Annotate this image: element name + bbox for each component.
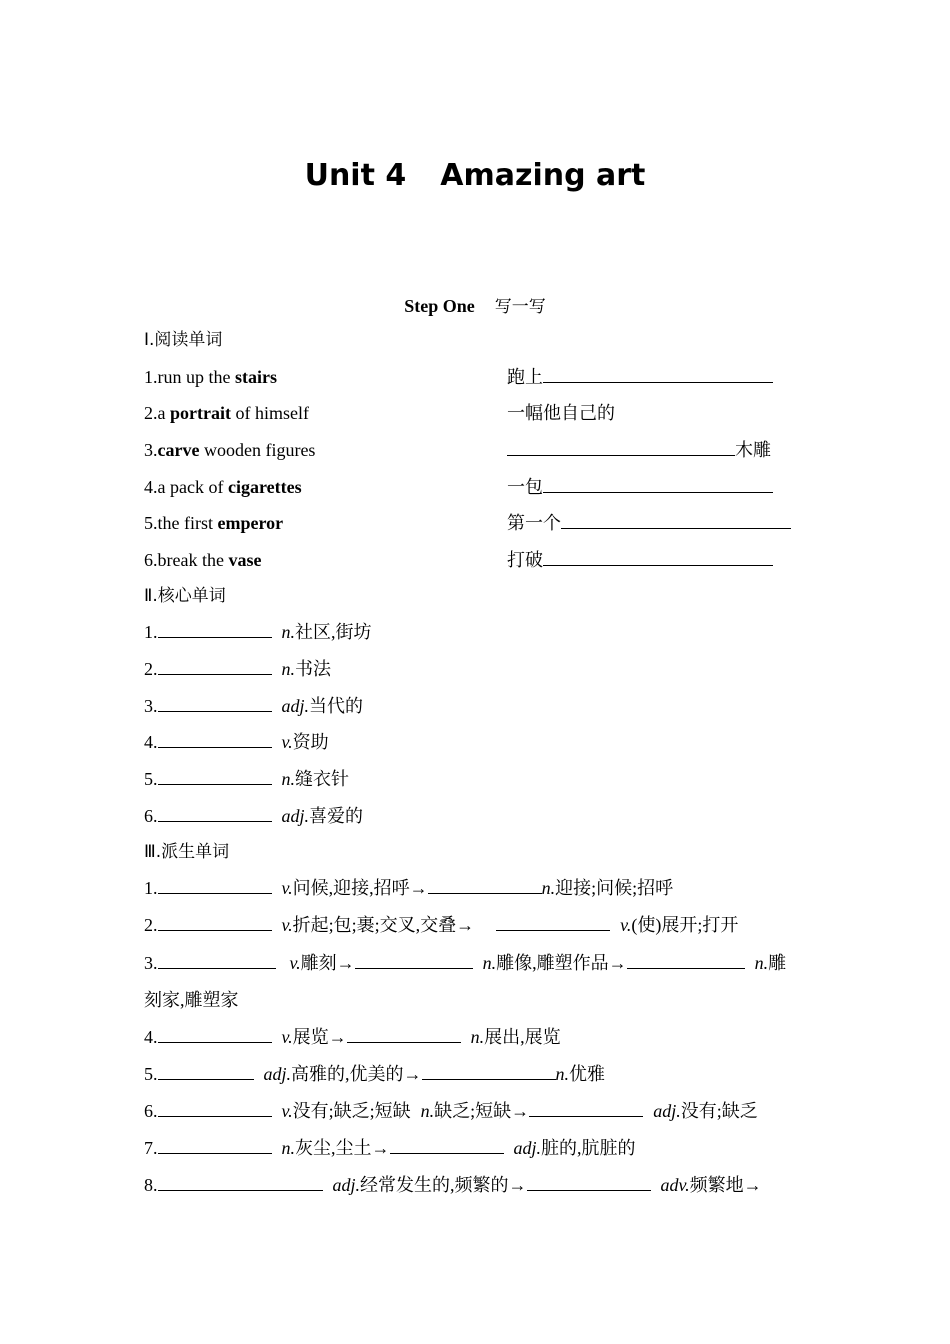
section2-row: 4. v.资助 bbox=[144, 732, 329, 752]
answer-blank[interactable] bbox=[158, 768, 272, 785]
section2-row: 1. n.社区,街坊 bbox=[144, 622, 372, 642]
answer-blank[interactable] bbox=[529, 1100, 643, 1117]
section2-row: 3. adj.当代的 bbox=[144, 696, 364, 716]
title-topic: Amazing art bbox=[440, 158, 646, 193]
answer-blank[interactable] bbox=[158, 1137, 272, 1154]
answer-blank[interactable] bbox=[158, 1174, 323, 1191]
section1-heading: Ⅰ.阅读单词 bbox=[144, 330, 223, 350]
section3-row: 8. adj.经常发生的,频繁的→ adv.频繁地→ bbox=[144, 1175, 762, 1195]
answer-blank[interactable] bbox=[561, 512, 791, 529]
section2-row: 6. adj.喜爱的 bbox=[144, 806, 364, 826]
answer-blank[interactable] bbox=[390, 1137, 504, 1154]
answer-blank[interactable] bbox=[627, 952, 745, 969]
answer-blank[interactable] bbox=[347, 1026, 461, 1043]
answer-blank[interactable] bbox=[543, 476, 773, 493]
section3-row: 5. adj.高雅的,优美的→ n.优雅 bbox=[144, 1064, 606, 1084]
section1-row: 6.break the vase bbox=[144, 550, 262, 570]
answer-blank[interactable] bbox=[158, 658, 272, 675]
section3-row-continued: 刻家,雕塑家 bbox=[144, 990, 239, 1010]
section3-heading: Ⅲ.派生单词 bbox=[144, 842, 230, 862]
answer-blank[interactable] bbox=[158, 877, 272, 894]
section3-row: 7. n.灰尘,尘土→ adj.脏的,肮脏的 bbox=[144, 1138, 636, 1158]
answer-blank[interactable] bbox=[422, 1063, 556, 1080]
step-en: Step One bbox=[404, 296, 475, 316]
section2-row: 5. n.缝衣针 bbox=[144, 769, 349, 789]
answer-blank[interactable] bbox=[158, 952, 276, 969]
section3-row: 2. v.折起;包;裹;交叉,交叠→ v.(使)展开;打开 bbox=[144, 915, 739, 935]
title-unit: Unit 4 bbox=[304, 158, 407, 193]
answer-blank[interactable] bbox=[543, 366, 773, 383]
answer-blank[interactable] bbox=[158, 695, 272, 712]
section1-answer: 第一个 bbox=[507, 512, 791, 534]
step-heading bbox=[0, 292, 950, 317]
section2-row: 2. n.书法 bbox=[144, 659, 331, 679]
section1-answer: 打破 bbox=[507, 549, 773, 571]
answer-blank[interactable] bbox=[158, 1026, 272, 1043]
section3-row: 4. v.展览→ n.展出,展览 bbox=[144, 1027, 561, 1047]
answer-blank[interactable] bbox=[496, 914, 610, 931]
section1-answer: 一包 bbox=[507, 476, 773, 498]
section1-row: 4.a pack of cigarettes bbox=[144, 477, 302, 497]
section1-row: 3.carve wooden figures bbox=[144, 440, 316, 460]
answer-blank[interactable] bbox=[158, 914, 272, 931]
answer-blank[interactable] bbox=[543, 549, 773, 566]
answer-blank[interactable] bbox=[158, 1063, 254, 1080]
section1-row: 2.a portrait of himself bbox=[144, 403, 309, 423]
section2-heading: Ⅱ.核心单词 bbox=[144, 586, 226, 606]
answer-blank[interactable] bbox=[158, 621, 272, 638]
step-cn: 写一写 bbox=[494, 297, 546, 317]
section1-row: 5.the first emperor bbox=[144, 513, 284, 533]
answer-blank[interactable] bbox=[355, 952, 473, 969]
section1-row: 1.run up the stairs bbox=[144, 367, 277, 387]
answer-blank[interactable] bbox=[428, 877, 542, 894]
section1-answer: 木雕 bbox=[507, 439, 771, 461]
answer-blank[interactable] bbox=[507, 439, 735, 456]
answer-blank[interactable] bbox=[158, 1100, 272, 1117]
section3-row: 3. v.雕刻→ n.雕像,雕塑作品→ n.雕 bbox=[144, 953, 787, 973]
section3-row: 6. v.没有;缺乏;短缺 n.缺乏;短缺→ adj.没有;缺乏 bbox=[144, 1101, 758, 1121]
section1-answer: 一幅他自己的 bbox=[507, 403, 615, 423]
answer-blank[interactable] bbox=[527, 1174, 651, 1191]
answer-blank[interactable] bbox=[158, 805, 272, 822]
page-title bbox=[0, 158, 950, 193]
section1-answer: 跑上 bbox=[507, 366, 773, 388]
answer-blank[interactable] bbox=[158, 731, 272, 748]
section3-row: 1. v.问候,迎接,招呼→ n.迎接;问候;招呼 bbox=[144, 878, 674, 898]
